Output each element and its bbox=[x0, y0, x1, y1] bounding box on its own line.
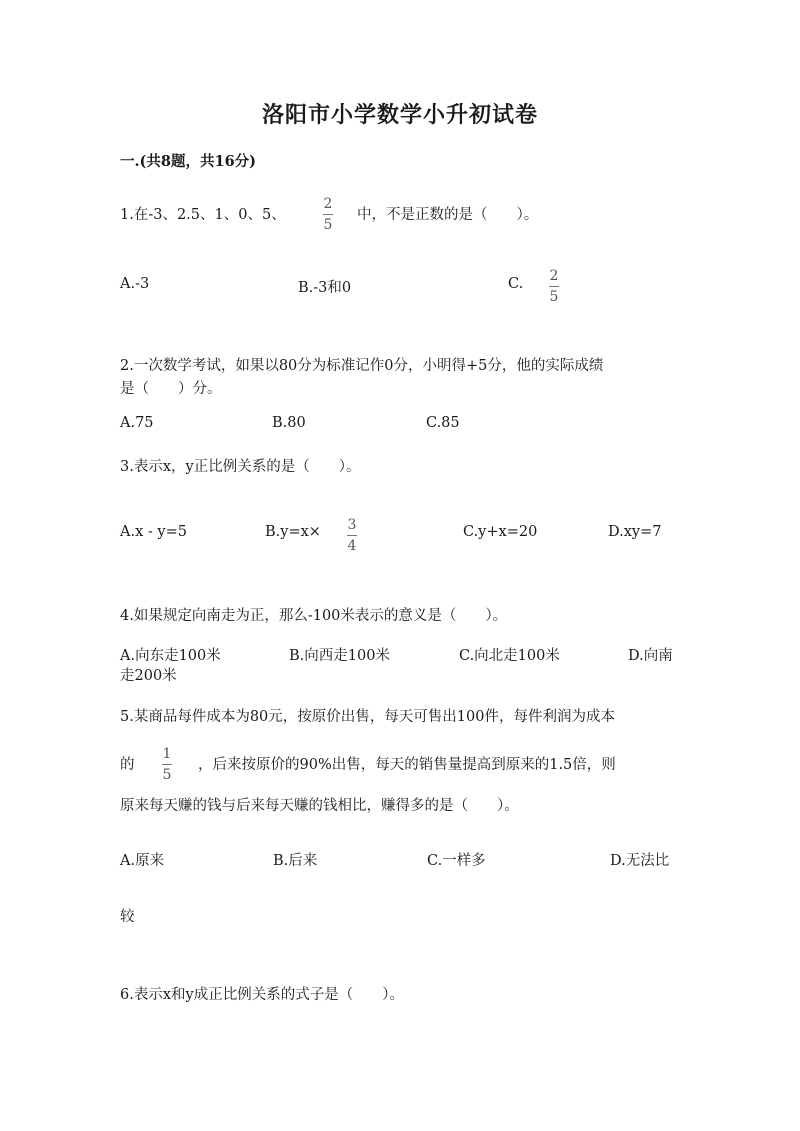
question-6-text: 6.表示x和y成正比例关系的式子是（ ）。 bbox=[120, 987, 404, 1003]
question-4-option-a: A.向东走100米 bbox=[120, 648, 221, 664]
question-4-text: 4.如果规定向南走为正，那么-100米表示的意义是（ ）。 bbox=[120, 608, 508, 624]
question-5-line-2-before: 的 bbox=[120, 757, 135, 773]
question-5-option-d-line-2: 较 bbox=[120, 909, 135, 925]
question-2-option-a: A.75 bbox=[120, 415, 154, 431]
question-1-option-a: A.-3 bbox=[120, 276, 150, 292]
question-2-line-1: 2.一次数学考试，如果以80分为标准记作0分，小明得+5分，他的实际成绩 bbox=[120, 358, 604, 374]
question-5-line-3: 原来每天赚的钱与后来每天赚的钱相比，赚得多的是（ ）。 bbox=[120, 798, 519, 814]
question-3-option-b: B.y=x× bbox=[265, 524, 321, 540]
question-1-fraction bbox=[323, 196, 333, 233]
question-3-text: 3.表示x，y正比例关系的是（ ）。 bbox=[120, 459, 361, 475]
question-4-option-c: C.向北走100米 bbox=[459, 648, 560, 664]
question-5-option-d-line-1: D.无法比 bbox=[610, 853, 670, 869]
fraction-bar bbox=[549, 286, 559, 287]
question-5-line-2-after: ，后来按原价的90%出售，每天的销售量提高到原来的1.5倍，则 bbox=[198, 757, 616, 773]
question-1-option-c: C. bbox=[508, 276, 524, 292]
question-2-line-2: 是（ ）分。 bbox=[120, 381, 222, 397]
question-3-option-b-fraction bbox=[347, 517, 357, 554]
question-3-option-d: D.xy=7 bbox=[608, 524, 662, 540]
fraction-denominator: 5 bbox=[162, 767, 172, 783]
question-1-text-after: 中，不是正数的是（ ）。 bbox=[357, 207, 539, 223]
fraction-numerator: 3 bbox=[347, 517, 357, 533]
section-heading: 一.(共8题，共16分) bbox=[120, 153, 257, 170]
question-5-option-a: A.原来 bbox=[120, 853, 165, 869]
fraction-bar bbox=[162, 764, 172, 765]
question-4-option-d-line-1: D.向南 bbox=[628, 648, 673, 664]
fraction-denominator: 5 bbox=[549, 289, 559, 305]
question-1-option-b: B.-3和0 bbox=[298, 280, 352, 296]
fraction-bar bbox=[347, 535, 357, 536]
question-2-option-b: B.80 bbox=[272, 415, 306, 431]
fraction-numerator: 1 bbox=[162, 746, 172, 762]
question-3-option-a: A.x - y=5 bbox=[120, 524, 187, 540]
question-3-option-c: C.y+x=20 bbox=[463, 524, 538, 540]
question-4-option-b: B.向西走100米 bbox=[289, 648, 390, 664]
question-4-option-d-line-2: 走200米 bbox=[120, 668, 177, 684]
question-5-option-b: B.后来 bbox=[273, 853, 318, 869]
page-title: 洛阳市小学数学小升初试卷 bbox=[261, 102, 538, 128]
fraction-denominator: 4 bbox=[347, 538, 357, 554]
question-5-fraction bbox=[162, 746, 172, 783]
question-2-option-c: C.85 bbox=[426, 415, 460, 431]
question-5-line-1: 5.某商品每件成本为80元，按原价出售，每天可售出100件，每件利润为成本 bbox=[120, 709, 615, 725]
question-5-option-c: C.一样多 bbox=[427, 853, 486, 869]
fraction-numerator: 2 bbox=[549, 268, 559, 284]
fraction-denominator: 5 bbox=[323, 217, 333, 233]
fraction-numerator: 2 bbox=[323, 196, 333, 212]
question-1-option-c-fraction bbox=[549, 268, 559, 305]
fraction-bar bbox=[323, 214, 333, 215]
question-1-text-before: 1.在-3、2.5、1、0、5、 bbox=[120, 207, 286, 223]
